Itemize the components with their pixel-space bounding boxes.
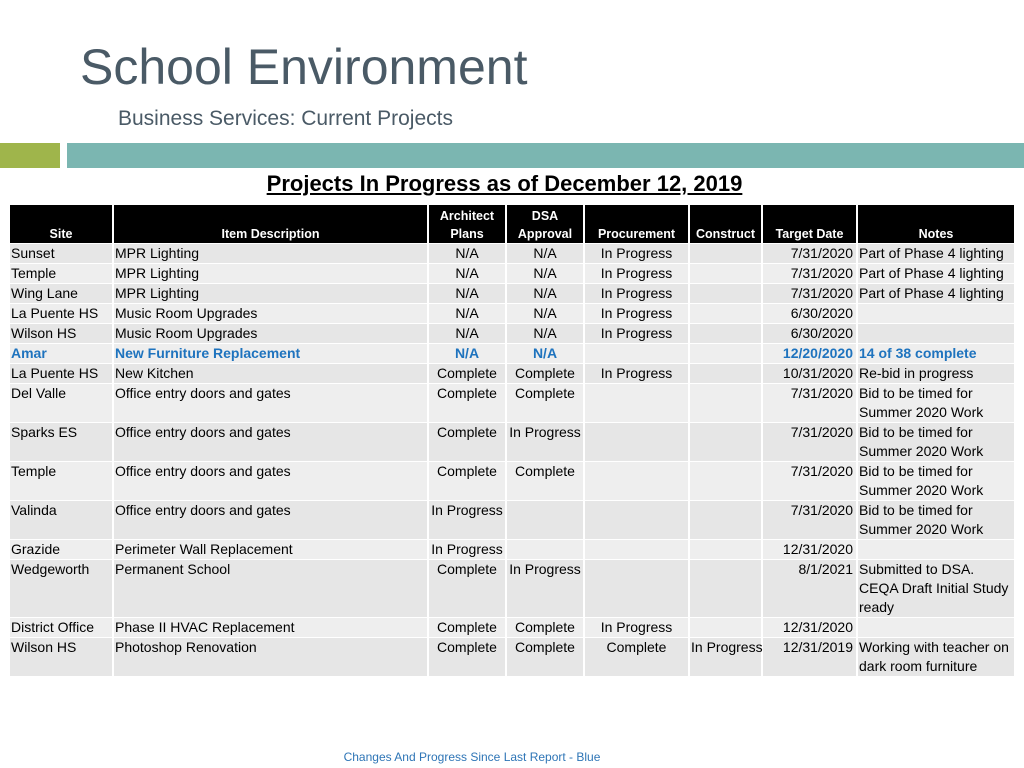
cell-procurement: In Progress [585, 324, 688, 343]
cell-target-date: 6/30/2020 [763, 324, 856, 343]
cell-item-description: Permanent School [114, 560, 427, 617]
cell-item-description: New Kitchen [114, 364, 427, 383]
cell-construct [690, 244, 761, 263]
cell-architect-plans: In Progress [429, 501, 505, 539]
cell-procurement: In Progress [585, 364, 688, 383]
projects-table [8, 204, 1016, 677]
cell-site: La Puente HS [10, 364, 112, 383]
cell-target-date: 7/31/2020 [763, 244, 856, 263]
cell-item-description: Music Room Upgrades [114, 324, 427, 343]
cell-procurement: In Progress [585, 618, 688, 637]
table-row [10, 304, 1014, 323]
cell-item-description: Office entry doors and gates [114, 501, 427, 539]
cell-construct [690, 264, 761, 283]
cell-construct [690, 501, 761, 539]
cell-notes [858, 540, 1014, 559]
slide-subtitle: Business Services: Current Projects [118, 107, 453, 130]
cell-target-date: 6/30/2020 [763, 304, 856, 323]
cell-dsa-approval: Complete [507, 384, 583, 422]
header-target-date: Target Date [763, 205, 856, 243]
cell-target-date: 7/31/2020 [763, 423, 856, 461]
table-row [10, 540, 1014, 559]
cell-site: Grazide [10, 540, 112, 559]
cell-notes: 14 of 38 complete [858, 344, 1014, 363]
cell-construct: In Progress [690, 638, 761, 676]
cell-construct [690, 364, 761, 383]
cell-site: Sparks ES [10, 423, 112, 461]
cell-notes [858, 304, 1014, 323]
cell-site: Valinda [10, 501, 112, 539]
cell-item-description: Office entry doors and gates [114, 462, 427, 500]
cell-item-description: MPR Lighting [114, 264, 427, 283]
cell-architect-plans: Complete [429, 560, 505, 617]
cell-site: La Puente HS [10, 304, 112, 323]
accent-band-right [67, 143, 1024, 168]
cell-target-date: 10/31/2020 [763, 364, 856, 383]
table-row [10, 423, 1014, 461]
cell-site: Amar [10, 344, 112, 363]
cell-item-description: Perimeter Wall Replacement [114, 540, 427, 559]
cell-item-description: Office entry doors and gates [114, 384, 427, 422]
table-row [10, 384, 1014, 422]
cell-site: Wedgeworth [10, 560, 112, 617]
header-dsa-approval: DSA Approval [507, 205, 583, 243]
cell-site: Wilson HS [10, 638, 112, 676]
table-row [10, 264, 1014, 283]
cell-dsa-approval: N/A [507, 264, 583, 283]
cell-procurement: In Progress [585, 264, 688, 283]
cell-target-date: 7/31/2020 [763, 462, 856, 500]
cell-architect-plans: N/A [429, 344, 505, 363]
cell-construct [690, 618, 761, 637]
cell-architect-plans: N/A [429, 284, 505, 303]
cell-notes: Bid to be timed for Summer 2020 Work [858, 384, 1014, 422]
table-row [10, 344, 1014, 363]
cell-procurement [585, 501, 688, 539]
cell-architect-plans: Complete [429, 384, 505, 422]
cell-architect-plans: Complete [429, 364, 505, 383]
cell-target-date: 8/1/2021 [763, 560, 856, 617]
cell-construct [690, 462, 761, 500]
cell-procurement: In Progress [585, 244, 688, 263]
cell-target-date: 7/31/2020 [763, 384, 856, 422]
cell-construct [690, 344, 761, 363]
cell-dsa-approval: N/A [507, 344, 583, 363]
cell-target-date: 7/31/2020 [763, 264, 856, 283]
header-item-description: Item Description [114, 205, 427, 243]
cell-architect-plans: In Progress [429, 540, 505, 559]
cell-procurement [585, 560, 688, 617]
cell-procurement: In Progress [585, 284, 688, 303]
cell-architect-plans: Complete [429, 618, 505, 637]
slide-title: School Environment [80, 39, 528, 95]
cell-target-date: 12/31/2020 [763, 618, 856, 637]
cell-notes: Bid to be timed for Summer 2020 Work [858, 423, 1014, 461]
table-title: Projects In Progress as of December 12, 2019 [266, 171, 743, 196]
cell-site: Temple [10, 264, 112, 283]
cell-architect-plans: Complete [429, 638, 505, 676]
table-header-row [10, 205, 1014, 243]
header-construct: Construct [690, 205, 761, 243]
cell-notes: Part of Phase 4 lighting [858, 284, 1014, 303]
cell-construct [690, 540, 761, 559]
cell-procurement [585, 423, 688, 461]
cell-construct [690, 384, 761, 422]
cell-procurement [585, 384, 688, 422]
table-row [10, 324, 1014, 343]
cell-site: Temple [10, 462, 112, 500]
cell-notes: Bid to be timed for Summer 2020 Work [858, 462, 1014, 500]
cell-dsa-approval: Complete [507, 618, 583, 637]
cell-notes: Working with teacher on dark room furniture [858, 638, 1014, 676]
cell-notes: Submitted to DSA. CEQA Draft Initial Study ready [858, 560, 1014, 617]
cell-dsa-approval: In Progress [507, 423, 583, 461]
table-row [10, 560, 1014, 617]
cell-procurement [585, 462, 688, 500]
cell-site: District Office [10, 618, 112, 637]
cell-construct [690, 304, 761, 323]
cell-procurement: Complete [585, 638, 688, 676]
cell-item-description: Music Room Upgrades [114, 304, 427, 323]
cell-construct [690, 324, 761, 343]
cell-procurement [585, 540, 688, 559]
cell-item-description: Office entry doors and gates [114, 423, 427, 461]
cell-architect-plans: Complete [429, 423, 505, 461]
cell-dsa-approval: N/A [507, 304, 583, 323]
table-row [10, 638, 1014, 676]
table-row [10, 501, 1014, 539]
cell-dsa-approval: N/A [507, 324, 583, 343]
cell-notes: Part of Phase 4 lighting [858, 264, 1014, 283]
cell-construct [690, 284, 761, 303]
cell-procurement [585, 344, 688, 363]
cell-target-date: 12/31/2019 [763, 638, 856, 676]
cell-item-description: Phase II HVAC Replacement [114, 618, 427, 637]
cell-target-date: 7/31/2020 [763, 501, 856, 539]
cell-architect-plans: N/A [429, 244, 505, 263]
cell-notes [858, 324, 1014, 343]
cell-dsa-approval [507, 540, 583, 559]
cell-architect-plans: Complete [429, 462, 505, 500]
cell-dsa-approval [507, 501, 583, 539]
cell-site: Del Valle [10, 384, 112, 422]
cell-dsa-approval: N/A [507, 284, 583, 303]
cell-notes: Re-bid in progress [858, 364, 1014, 383]
cell-site: Sunset [10, 244, 112, 263]
cell-item-description: MPR Lighting [114, 244, 427, 263]
table-row [10, 462, 1014, 500]
cell-notes: Part of Phase 4 lighting [858, 244, 1014, 263]
cell-architect-plans: N/A [429, 264, 505, 283]
cell-target-date: 12/31/2020 [763, 540, 856, 559]
cell-target-date: 7/31/2020 [763, 284, 856, 303]
cell-procurement: In Progress [585, 304, 688, 323]
header-site: Site [10, 205, 112, 243]
cell-architect-plans: N/A [429, 324, 505, 343]
cell-architect-plans: N/A [429, 304, 505, 323]
cell-target-date: 12/20/2020 [763, 344, 856, 363]
cell-item-description: MPR Lighting [114, 284, 427, 303]
header-notes: Notes [858, 205, 1014, 243]
cell-construct [690, 423, 761, 461]
header-procurement: Procurement [585, 205, 688, 243]
cell-notes [858, 618, 1014, 637]
accent-band-left [0, 143, 60, 168]
cell-site: Wilson HS [10, 324, 112, 343]
cell-site: Wing Lane [10, 284, 112, 303]
cell-dsa-approval: Complete [507, 364, 583, 383]
table-row [10, 618, 1014, 637]
table-row [10, 364, 1014, 383]
cell-dsa-approval: Complete [507, 462, 583, 500]
cell-dsa-approval: Complete [507, 638, 583, 676]
footer-note: Changes And Progress Since Last Report - Blue [343, 750, 601, 764]
table-row [10, 284, 1014, 303]
header-architect-plans: Architect Plans [429, 205, 505, 243]
cell-notes: Bid to be timed for Summer 2020 Work [858, 501, 1014, 539]
cell-construct [690, 560, 761, 617]
cell-dsa-approval: In Progress [507, 560, 583, 617]
cell-dsa-approval: N/A [507, 244, 583, 263]
cell-item-description: New Furniture Replacement [114, 344, 427, 363]
table-row [10, 244, 1014, 263]
cell-item-description: Photoshop Renovation [114, 638, 427, 676]
